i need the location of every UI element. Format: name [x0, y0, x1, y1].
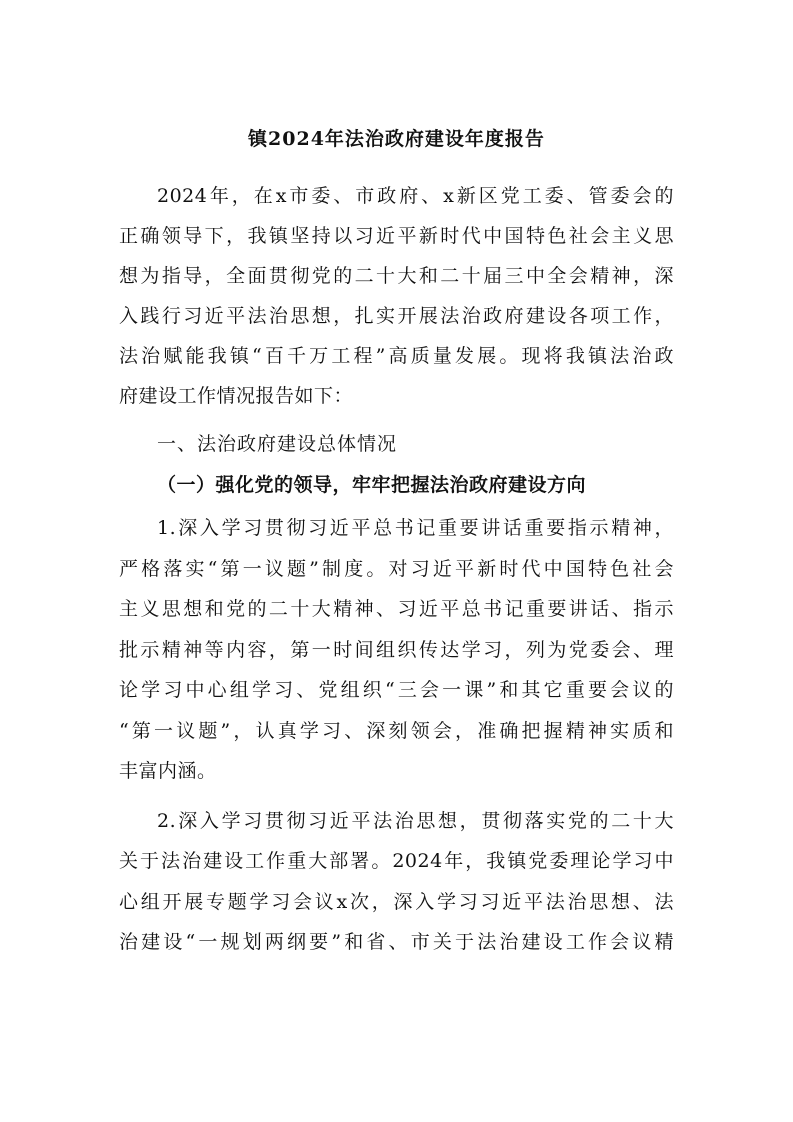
paragraph-line: 想为指导，全面贯彻党的二十大和二十届三中全会精神，深 [119, 265, 674, 287]
paragraph-line: 论学习中心组学习、党组织“三会一课”和其它重要会议的 [119, 679, 674, 701]
paragraph-line: 入践行习近平法治思想，扎实开展法治政府建设各项工作， [119, 305, 674, 327]
document-title: 镇2024年法治政府建设年度报告 [248, 128, 545, 150]
paragraph-line: 丰富内涵。 [119, 760, 217, 782]
paragraph-line: 严格落实“第一议题”制度。对习近平新时代中国特色社会 [119, 558, 674, 580]
paragraph-line: 批示精神等内容，第一时间组织传达学习，列为党委会、理 [119, 639, 674, 661]
paragraph-line: 1.深入学习贯彻习近平总书记重要讲话重要指示精神， [157, 517, 674, 539]
paragraph-line: 主义思想和党的二十大精神、习近平总书记重要讲话、指示 [119, 598, 674, 620]
paragraph-line: 关于法治建设工作重大部署。2024年，我镇党委理论学习中 [119, 850, 674, 872]
paragraph-line: 心组开展专题学习会议x次，深入学习习近平法治思想、法 [119, 891, 674, 913]
paragraph-line: 法治赋能我镇“百千万工程”高质量发展。现将我镇法治政 [119, 345, 674, 367]
subsection-heading: （一）强化党的领导，牢牢把握法治政府建设方向 [157, 474, 587, 496]
section-heading: 一、法治政府建设总体情况 [157, 433, 398, 455]
paragraph-line: “第一议题”，认真学习、深刻领会，准确把握精神实质和 [119, 720, 674, 742]
paragraph-line: 2024年，在x市委、市政府、x新区党工委、管委会的 [157, 185, 674, 207]
paragraph-line: 正确领导下，我镇坚持以习近平新时代中国特色社会主义思 [119, 225, 674, 247]
paragraph-line: 府建设工作情况报告如下： [119, 385, 354, 407]
paragraph-line: 治建设“一规划两纲要”和省、市关于法治建设工作会议精 [119, 931, 674, 953]
paragraph-line: 2.深入学习贯彻习近平法治思想，贯彻落实党的二十大 [157, 810, 674, 832]
